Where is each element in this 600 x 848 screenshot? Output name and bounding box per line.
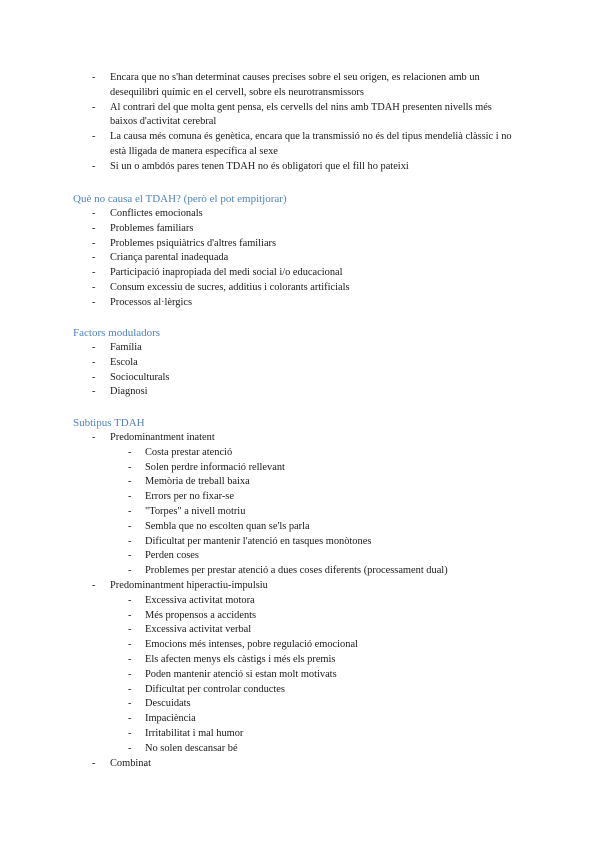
- list-item: - Consum excessiu de sucres, additius i colorants artificials: [92, 281, 350, 293]
- list-item: - Més propensos a accidents: [128, 609, 257, 621]
- list-item: - Dificultat per mantenir l'atenció en tasques monòtones: [128, 535, 372, 547]
- list-item: - Encara que no s'han determinat causes precises sobre el seu origen, es relacionen amb un desequilibri químic en el cervell, sobre els neurotransmissors: [92, 72, 480, 98]
- intro-list: [0, 71, 600, 175]
- list-item: - Poden mantenir atenció si estan molt motivats: [128, 668, 337, 680]
- list-item: - No solen descansar bé: [128, 742, 238, 754]
- list-item: - La causa més comuna és genètica, encara que la transmissió no és del tipus mendelià clàssic i no està lligada de manera específica al sexe: [92, 131, 512, 157]
- list-item: - Els afecten menys els càstigs i més els premis: [128, 653, 336, 665]
- subtipus-group-combinat: - Combinat: [92, 757, 151, 769]
- list-item: - Errors per no fixar-se: [128, 491, 234, 503]
- list-item: - "Torpes" a nivell motriu: [128, 505, 246, 517]
- section-heading-subtipus: Subtipus TDAH: [73, 417, 145, 429]
- list-item: - Excessiva activitat motora: [128, 594, 255, 606]
- factors-list: [0, 341, 600, 400]
- list-item: - Diagnosi: [92, 386, 148, 398]
- list-item: - Família: [92, 342, 142, 353]
- list-item: - Impaciència: [128, 713, 196, 725]
- no-causa-list: [0, 207, 600, 311]
- list-item: - Solen perdre informació rellevant: [128, 461, 285, 473]
- list-item: - Sembla que no escolten quan se'ls parla: [128, 520, 310, 532]
- list-item: - Al contrari del que molta gent pensa, els cervells del nins amb TDAH presenten nivells més baixos d'activitat cerebral: [92, 101, 492, 128]
- list-item: - Dificultat per controlar conductes: [128, 683, 285, 695]
- list-item: - Perden coses: [128, 550, 199, 562]
- intro-section: [0, 71, 600, 175]
- section-heading-no-causa: Què no causa el TDAH? (però el pot empitjorar): [73, 193, 287, 205]
- list-item: - Conflictes emocionals: [92, 208, 203, 219]
- list-item: - Processos al·lèrgics: [92, 296, 193, 308]
- list-item: - Participació inapropiada del medi social i/o educacional: [92, 267, 343, 279]
- subtipus-group-inatent: - Predominantment inatent: [92, 432, 215, 443]
- section-heading-factors: Factors moduladors: [73, 327, 161, 339]
- list-item: - Costa prestar atenció: [128, 446, 233, 458]
- factors-section: [0, 341, 600, 400]
- list-item: - Escola: [92, 356, 138, 368]
- subtipus-list: [0, 431, 600, 771]
- subtipus-section: [0, 431, 600, 771]
- list-item: - Excessiva activitat verbal: [128, 624, 252, 636]
- list-item: - Problemes familiars: [92, 222, 194, 234]
- subtipus-group-hiperactiu: - Predominantment hiperactiu-impulsiu: [92, 579, 268, 591]
- list-item: - Problemes psiquiàtrics d'altres familiars: [92, 237, 277, 249]
- list-item: - Descuidats: [128, 698, 191, 710]
- list-item: - Socioculturals: [92, 371, 170, 383]
- no-causa-section: [0, 207, 600, 311]
- list-item: - Problemes per prestar atenció a dues coses diferents (processament dual): [128, 565, 448, 577]
- list-item: - Emocions més intenses, pobre regulació emocional: [128, 639, 358, 651]
- list-item: - Criança parental inadequada: [92, 252, 229, 264]
- list-item: - Irritabilitat i mal humor: [128, 727, 244, 739]
- list-item: - Si un o ambdós pares tenen TDAH no és obligatori que el fill ho pateixi: [92, 160, 409, 172]
- list-item: - Memòria de treball baixa: [128, 476, 250, 488]
